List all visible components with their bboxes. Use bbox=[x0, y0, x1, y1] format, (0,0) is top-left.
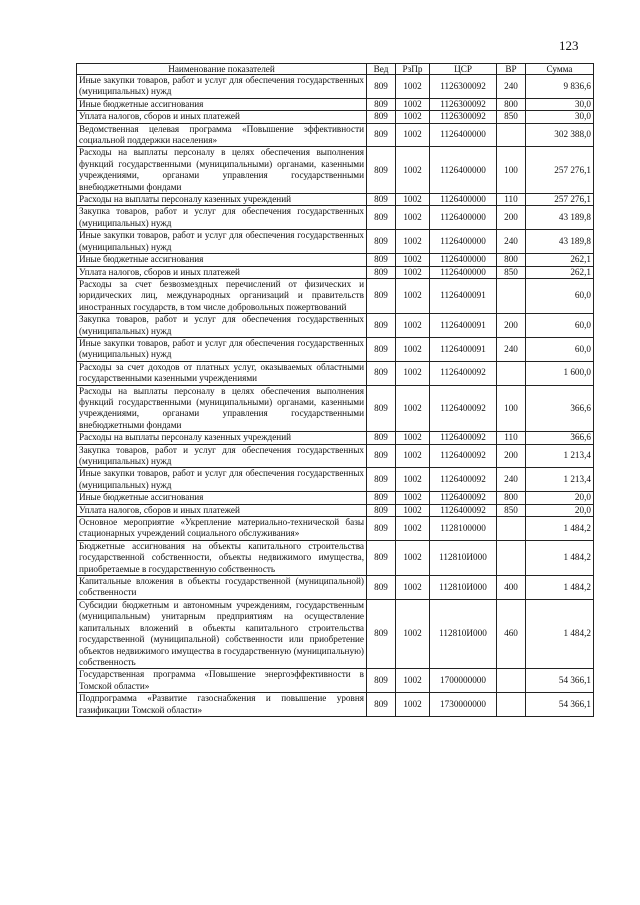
cell-rzpr: 1002 bbox=[396, 278, 430, 313]
cell-csr: 1126400000 bbox=[430, 194, 497, 206]
cell-vr: 100 bbox=[497, 385, 526, 432]
cell-ved: 809 bbox=[367, 194, 396, 206]
cell-csr: 1730000000 bbox=[430, 693, 497, 717]
cell-csr: 1126400092 bbox=[430, 492, 497, 504]
cell-rzpr: 1002 bbox=[396, 254, 430, 266]
cell-name: Уплата налогов, сборов и иных платежей bbox=[77, 504, 367, 516]
cell-ved: 809 bbox=[367, 337, 396, 361]
cell-ved: 809 bbox=[367, 147, 396, 194]
cell-vr: 850 bbox=[497, 111, 526, 123]
table-row bbox=[77, 111, 594, 123]
cell-csr: 1126300092 bbox=[430, 75, 497, 99]
cell-sum: 257 276,1 bbox=[526, 194, 594, 206]
cell-vr bbox=[497, 540, 526, 575]
table-row bbox=[77, 206, 594, 230]
cell-ved: 809 bbox=[367, 540, 396, 575]
cell-name: Расходы за счет доходов от платных услуг, оказываемых областными государственными казенными учреждениями bbox=[77, 361, 367, 385]
table-row bbox=[77, 599, 594, 668]
cell-vr: 100 bbox=[497, 147, 526, 194]
cell-rzpr: 1002 bbox=[396, 194, 430, 206]
cell-vr bbox=[497, 693, 526, 717]
cell-ved: 809 bbox=[367, 314, 396, 338]
cell-sum: 30,0 bbox=[526, 98, 594, 110]
cell-name: Иные закупки товаров, работ и услуг для обеспечения государственных (муниципальных) нужд bbox=[77, 337, 367, 361]
table-row bbox=[77, 385, 594, 432]
cell-vr: 200 bbox=[497, 444, 526, 468]
cell-sum: 30,0 bbox=[526, 111, 594, 123]
cell-sum: 302 388,0 bbox=[526, 123, 594, 147]
header-csr: ЦСР bbox=[430, 64, 497, 75]
cell-vr bbox=[497, 669, 526, 693]
cell-rzpr: 1002 bbox=[396, 230, 430, 254]
cell-vr: 460 bbox=[497, 599, 526, 668]
cell-csr: 1126400092 bbox=[430, 432, 497, 444]
cell-name: Расходы на выплаты персоналу казенных учреждений bbox=[77, 194, 367, 206]
cell-sum: 60,0 bbox=[526, 337, 594, 361]
cell-csr: 1126400092 bbox=[430, 444, 497, 468]
table-row bbox=[77, 504, 594, 516]
cell-rzpr: 1002 bbox=[396, 385, 430, 432]
cell-ved: 809 bbox=[367, 278, 396, 313]
cell-csr: 1126400091 bbox=[430, 278, 497, 313]
cell-csr: 1126400092 bbox=[430, 504, 497, 516]
table-row bbox=[77, 669, 594, 693]
table-row bbox=[77, 517, 594, 541]
cell-sum: 54 366,1 bbox=[526, 693, 594, 717]
table-row bbox=[77, 98, 594, 110]
cell-csr: 1126300092 bbox=[430, 98, 497, 110]
cell-ved: 809 bbox=[367, 576, 396, 600]
cell-ved: 809 bbox=[367, 266, 396, 278]
cell-sum: 1 484,2 bbox=[526, 576, 594, 600]
cell-name: Расходы на выплаты персоналу в целях обеспечения выполнения функций государственными (муниципальными) органами, казенными учреждениями, органами управления государственными внебюджетными фондами bbox=[77, 385, 367, 432]
cell-name: Основное мероприятие «Укрепление материально-технической базы стационарных учреждений социального обслуживания» bbox=[77, 517, 367, 541]
cell-rzpr: 1002 bbox=[396, 492, 430, 504]
cell-csr: 1126400000 bbox=[430, 254, 497, 266]
cell-vr: 850 bbox=[497, 266, 526, 278]
table-row bbox=[77, 540, 594, 575]
cell-ved: 809 bbox=[367, 517, 396, 541]
cell-ved: 809 bbox=[367, 98, 396, 110]
cell-ved: 809 bbox=[367, 693, 396, 717]
cell-name: Закупка товаров, работ и услуг для обеспечения государственных (муниципальных) нужд bbox=[77, 206, 367, 230]
cell-csr: 1126400092 bbox=[430, 385, 497, 432]
cell-name: Расходы на выплаты персоналу в целях обеспечения выполнения функций государственными (муниципальными) органами, казенными учреждениями, органами управления государственными внебюджетными фондами bbox=[77, 147, 367, 194]
cell-name: Государственная программа «Повышение энергоэффективности в Томской области» bbox=[77, 669, 367, 693]
cell-csr: 1126400092 bbox=[430, 361, 497, 385]
cell-sum: 1 484,2 bbox=[526, 517, 594, 541]
cell-csr: 112810И000 bbox=[430, 599, 497, 668]
header-vr: ВР bbox=[497, 64, 526, 75]
cell-rzpr: 1002 bbox=[396, 147, 430, 194]
header-ved: Вед bbox=[367, 64, 396, 75]
cell-rzpr: 1002 bbox=[396, 444, 430, 468]
table-row bbox=[77, 230, 594, 254]
cell-rzpr: 1002 bbox=[396, 599, 430, 668]
cell-vr: 110 bbox=[497, 432, 526, 444]
cell-vr bbox=[497, 517, 526, 541]
cell-sum: 43 189,8 bbox=[526, 206, 594, 230]
cell-name: Расходы за счет безвозмездных перечислений от физических и юридических лиц, международных организаций и правительств иностранных государств, в том числе добровольных пожертвований bbox=[77, 278, 367, 313]
cell-name: Подпрограмма «Развитие газоснабжения и повышение уровня газификации Томской области» bbox=[77, 693, 367, 717]
cell-ved: 809 bbox=[367, 230, 396, 254]
cell-rzpr: 1002 bbox=[396, 540, 430, 575]
cell-vr bbox=[497, 278, 526, 313]
cell-sum: 262,1 bbox=[526, 254, 594, 266]
cell-ved: 809 bbox=[367, 492, 396, 504]
cell-rzpr: 1002 bbox=[396, 468, 430, 492]
cell-vr: 240 bbox=[497, 468, 526, 492]
cell-vr: 200 bbox=[497, 314, 526, 338]
cell-ved: 809 bbox=[367, 432, 396, 444]
cell-vr: 200 bbox=[497, 206, 526, 230]
table-row bbox=[77, 278, 594, 313]
cell-name: Закупка товаров, работ и услуг для обеспечения государственных (муниципальных) нужд bbox=[77, 444, 367, 468]
cell-rzpr: 1002 bbox=[396, 669, 430, 693]
cell-rzpr: 1002 bbox=[396, 337, 430, 361]
cell-vr: 400 bbox=[497, 576, 526, 600]
header-rzpr: РзПр bbox=[396, 64, 430, 75]
cell-name: Иные бюджетные ассигнования bbox=[77, 98, 367, 110]
cell-csr: 1126400000 bbox=[430, 230, 497, 254]
cell-name: Иные закупки товаров, работ и услуг для обеспечения государственных (муниципальных) нужд bbox=[77, 468, 367, 492]
cell-rzpr: 1002 bbox=[396, 432, 430, 444]
cell-csr: 1126400000 bbox=[430, 266, 497, 278]
cell-ved: 809 bbox=[367, 123, 396, 147]
cell-ved: 809 bbox=[367, 111, 396, 123]
cell-vr: 800 bbox=[497, 492, 526, 504]
cell-csr: 112810И000 bbox=[430, 540, 497, 575]
cell-sum: 1 213,4 bbox=[526, 444, 594, 468]
cell-ved: 809 bbox=[367, 599, 396, 668]
table-row bbox=[77, 314, 594, 338]
cell-ved: 809 bbox=[367, 206, 396, 230]
cell-ved: 809 bbox=[367, 468, 396, 492]
cell-name: Бюджетные ассигнования на объекты капитального строительства государственной собственности, объекты недвижимого имущества, приобретаемые в государственную собственность bbox=[77, 540, 367, 575]
cell-rzpr: 1002 bbox=[396, 75, 430, 99]
table-row bbox=[77, 266, 594, 278]
cell-vr bbox=[497, 361, 526, 385]
cell-csr: 1126400000 bbox=[430, 206, 497, 230]
cell-sum: 60,0 bbox=[526, 278, 594, 313]
cell-name: Иные закупки товаров, работ и услуг для обеспечения государственных (муниципальных) нужд bbox=[77, 230, 367, 254]
cell-sum: 366,6 bbox=[526, 432, 594, 444]
table-row bbox=[77, 147, 594, 194]
cell-sum: 366,6 bbox=[526, 385, 594, 432]
table-row bbox=[77, 492, 594, 504]
cell-vr: 110 bbox=[497, 194, 526, 206]
page-number: 123 bbox=[559, 38, 579, 53]
cell-name: Субсидии бюджетным и автономным учреждениям, государственным (муниципальным) унитарным предприятиям на осуществление капитальных вложений в объекты капитального строительства государственной (муниципальной) собственности или приобретение объектов недвижимого имущества в государственную (муниципальную) собственность bbox=[77, 599, 367, 668]
cell-csr: 1128100000 bbox=[430, 517, 497, 541]
cell-vr: 800 bbox=[497, 98, 526, 110]
cell-csr: 1700000000 bbox=[430, 669, 497, 693]
table-row bbox=[77, 254, 594, 266]
cell-sum: 1 484,2 bbox=[526, 540, 594, 575]
cell-ved: 809 bbox=[367, 361, 396, 385]
cell-vr: 850 bbox=[497, 504, 526, 516]
cell-name: Иные бюджетные ассигнования bbox=[77, 492, 367, 504]
cell-rzpr: 1002 bbox=[396, 206, 430, 230]
cell-ved: 809 bbox=[367, 385, 396, 432]
cell-rzpr: 1002 bbox=[396, 576, 430, 600]
cell-ved: 809 bbox=[367, 254, 396, 266]
cell-csr: 1126400092 bbox=[430, 468, 497, 492]
cell-csr: 1126400091 bbox=[430, 337, 497, 361]
table-row bbox=[77, 576, 594, 600]
table-row bbox=[77, 75, 594, 99]
cell-sum: 257 276,1 bbox=[526, 147, 594, 194]
table-row bbox=[77, 693, 594, 717]
table-header-row bbox=[77, 64, 594, 75]
cell-sum: 54 366,1 bbox=[526, 669, 594, 693]
cell-rzpr: 1002 bbox=[396, 123, 430, 147]
cell-rzpr: 1002 bbox=[396, 111, 430, 123]
cell-name: Капитальные вложения в объекты государственной (муниципальной) собственности bbox=[77, 576, 367, 600]
header-name: Наименование показателей bbox=[77, 64, 367, 75]
cell-csr: 1126300092 bbox=[430, 111, 497, 123]
cell-rzpr: 1002 bbox=[396, 361, 430, 385]
cell-rzpr: 1002 bbox=[396, 517, 430, 541]
cell-sum: 1 213,4 bbox=[526, 468, 594, 492]
cell-name: Иные бюджетные ассигнования bbox=[77, 254, 367, 266]
cell-name: Закупка товаров, работ и услуг для обеспечения государственных (муниципальных) нужд bbox=[77, 314, 367, 338]
cell-rzpr: 1002 bbox=[396, 693, 430, 717]
table-body bbox=[77, 75, 594, 717]
table-row bbox=[77, 337, 594, 361]
table-row bbox=[77, 194, 594, 206]
budget-table bbox=[76, 63, 594, 717]
cell-csr: 1126400000 bbox=[430, 147, 497, 194]
cell-sum: 20,0 bbox=[526, 504, 594, 516]
header-sum: Сумма bbox=[526, 64, 594, 75]
cell-ved: 809 bbox=[367, 504, 396, 516]
cell-ved: 809 bbox=[367, 669, 396, 693]
cell-sum: 1 484,2 bbox=[526, 599, 594, 668]
cell-vr bbox=[497, 123, 526, 147]
table-row bbox=[77, 444, 594, 468]
cell-name: Уплата налогов, сборов и иных платежей bbox=[77, 111, 367, 123]
cell-sum: 262,1 bbox=[526, 266, 594, 278]
cell-sum: 20,0 bbox=[526, 492, 594, 504]
table-row bbox=[77, 123, 594, 147]
cell-rzpr: 1002 bbox=[396, 504, 430, 516]
cell-sum: 43 189,8 bbox=[526, 230, 594, 254]
cell-sum: 60,0 bbox=[526, 314, 594, 338]
table-row bbox=[77, 361, 594, 385]
cell-csr: 112810И000 bbox=[430, 576, 497, 600]
table-row bbox=[77, 432, 594, 444]
cell-ved: 809 bbox=[367, 75, 396, 99]
cell-name: Ведомственная целевая программа «Повышение эффективности социальной поддержки населения» bbox=[77, 123, 367, 147]
cell-name: Иные закупки товаров, работ и услуг для обеспечения государственных (муниципальных) нужд bbox=[77, 75, 367, 99]
cell-ved: 809 bbox=[367, 444, 396, 468]
cell-rzpr: 1002 bbox=[396, 314, 430, 338]
cell-name: Уплата налогов, сборов и иных платежей bbox=[77, 266, 367, 278]
cell-vr: 800 bbox=[497, 254, 526, 266]
cell-sum: 9 836,6 bbox=[526, 75, 594, 99]
cell-rzpr: 1002 bbox=[396, 98, 430, 110]
cell-vr: 240 bbox=[497, 75, 526, 99]
cell-vr: 240 bbox=[497, 337, 526, 361]
cell-name: Расходы на выплаты персоналу казенных учреждений bbox=[77, 432, 367, 444]
cell-csr: 1126400091 bbox=[430, 314, 497, 338]
cell-rzpr: 1002 bbox=[396, 266, 430, 278]
cell-csr: 1126400000 bbox=[430, 123, 497, 147]
cell-vr: 240 bbox=[497, 230, 526, 254]
table-row bbox=[77, 468, 594, 492]
cell-sum: 1 600,0 bbox=[526, 361, 594, 385]
